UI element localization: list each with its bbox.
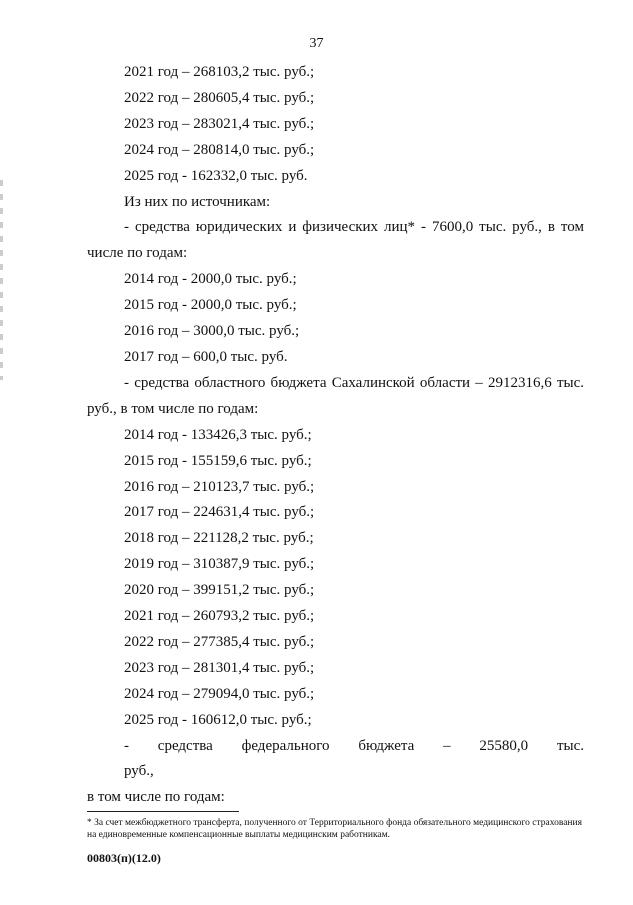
year-line: 2015 год - 155159,6 тыс. руб.; <box>124 452 312 469</box>
year-line: 2019 год – 310387,9 тыс. руб.; <box>124 556 315 573</box>
document-code: 00803(п)(12.0) <box>87 851 161 865</box>
year-line: 2017 год – 600,0 тыс. руб. <box>124 348 288 365</box>
page-number: 37 <box>309 36 324 51</box>
legal-entities-years <box>87 267 584 371</box>
paragraph-first-line: - средства федерального бюджета – 25580,0 тыс. руб., <box>124 737 584 780</box>
year-line: 2021 год – 260793,2 тыс. руб.; <box>124 608 315 625</box>
paragraph-continuation: числе по годам: <box>87 245 188 262</box>
year-line: 2015 год - 2000,0 тыс. руб.; <box>124 297 297 314</box>
year-line: 2016 год – 210123,7 тыс. руб.; <box>124 478 315 495</box>
federal-budget-paragraph <box>87 734 584 812</box>
scan-edge-artifact <box>0 180 3 380</box>
year-line: 2023 год – 283021,4 тыс. руб.; <box>124 115 315 132</box>
regional-budget-years <box>87 423 584 734</box>
document-body <box>87 60 584 811</box>
year-line: 2022 год – 280605,4 тыс. руб.; <box>124 89 315 106</box>
year-line: 2022 год – 277385,4 тыс. руб.; <box>124 633 315 650</box>
year-line: 2016 год – 3000,0 тыс. руб.; <box>124 323 300 340</box>
regional-budget-paragraph <box>87 371 584 423</box>
paragraph-continuation: в том числе по годам: <box>87 789 225 806</box>
year-line: 2025 год - 160612,0 тыс. руб.; <box>124 711 312 728</box>
footnote: * За счет межбюджетного трансферта, полученного от Территориального фонда обязательного медицинского страхования на единовременные компенсационные выплаты медицинским работникам. <box>87 818 582 840</box>
year-line: 2024 год – 279094,0 тыс. руб.; <box>124 685 315 702</box>
legal-entities-paragraph <box>87 215 584 267</box>
year-line: 2023 год – 281301,4 тыс. руб.; <box>124 659 315 676</box>
year-line: 2014 год - 133426,3 тыс. руб.; <box>124 426 312 443</box>
paragraph-first-line: - средства областного бюджета Сахалинской области – 2912316,6 тыс. <box>124 374 584 391</box>
year-line: 2017 год – 224631,4 тыс. руб.; <box>124 504 315 521</box>
footnote-divider <box>87 811 239 812</box>
year-line: 2021 год – 268103,2 тыс. руб.; <box>124 64 315 80</box>
year-line: 2024 год – 280814,0 тыс. руб.; <box>124 141 315 158</box>
years-block-top <box>87 60 584 190</box>
paragraph-first-line: - средства юридических и физических лиц* - 7600,0 тыс. руб., в том <box>124 219 584 236</box>
year-line: 2020 год – 399151,2 тыс. руб.; <box>124 582 315 599</box>
year-line: 2014 год - 2000,0 тыс. руб.; <box>124 271 297 288</box>
year-line: 2018 год – 221128,2 тыс. руб.; <box>124 530 314 547</box>
sources-heading: Из них по источникам: <box>124 193 271 210</box>
year-line: 2025 год - 162332,0 тыс. руб. <box>124 167 308 184</box>
paragraph-continuation: руб., в том числе по годам: <box>87 400 259 417</box>
